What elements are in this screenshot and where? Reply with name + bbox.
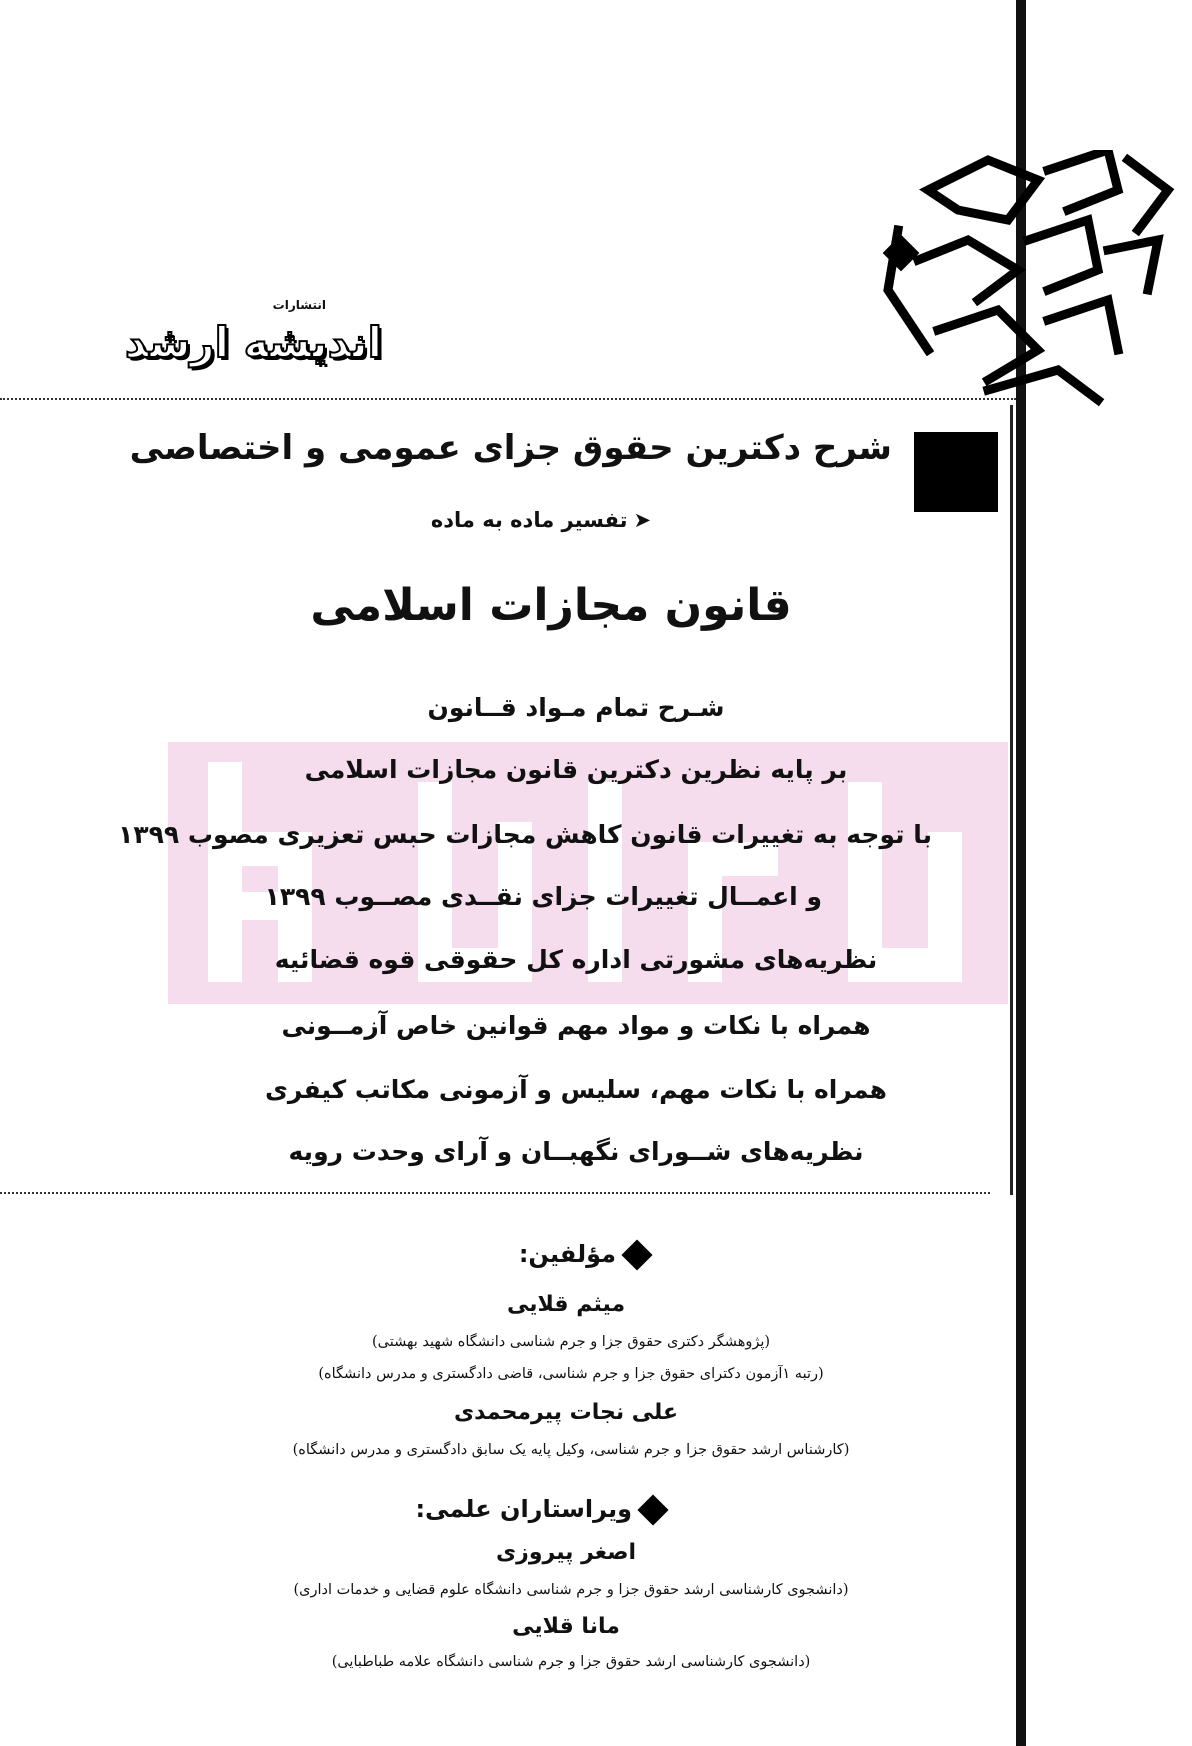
arrow-icon: ➤ (633, 508, 652, 532)
author-name-2: علی نجات پیرمحمدی (453, 1400, 679, 1425)
right-rule (1010, 405, 1013, 1195)
author-desc-1b: (رتبه ۱آزمون دکترای حقوق جزا و جرم شناسی، قاضی دادگستری و مدرس دانشگاه) (318, 1366, 824, 1382)
feature-line-3: با توجه به تغییرات قانون کاهش مجازات حبس تعزیری مصوب ۱۳۹۹ (118, 820, 932, 849)
feature-line-6: همراه با نکات و مواد مهم قوانین خاص آزمــونی (281, 1011, 871, 1040)
publisher-name: اندیشه ارشد (124, 318, 382, 367)
feature-line-7: همراه با نکات مهم، سلیس و آزمونی مکاتب کیفری (264, 1075, 888, 1104)
law-title: قانون مجازات اسلامی (310, 580, 792, 631)
main-title: شرح دکترین حقوق جزای عمومی و اختصاصی (129, 428, 892, 468)
author-name-1: میثم قلایی (506, 1292, 626, 1317)
editors-heading-text: ویراستاران علمی: (415, 1495, 632, 1523)
editor-desc-1: (دانشجوی کارشناسی ارشد حقوق جزا و جرم شناسی دانشگاه علوم قضایی و خدمات اداری) (293, 1582, 849, 1598)
authors-heading-text: مؤلفین: (518, 1240, 616, 1268)
editors-heading (415, 1495, 664, 1523)
sub-title-text: تفسیر ماده به ماده (430, 508, 628, 532)
feature-line-8: نظریه‌های شــورای نگهبــان و آرای وحدت رویه (288, 1137, 864, 1166)
publisher-label-small: انتشارات (272, 298, 326, 312)
diamond-bullet-icon (621, 1239, 652, 1270)
dotted-rule-bottom (0, 1192, 990, 1194)
feature-line-2: بر پایه نظرین دکترین قانون مجازات اسلامی (304, 755, 848, 784)
author-desc-1a: (پژوهشگر دکتری حقوق جزا و جرم شناسی دانشگاه شهید بهشتی) (371, 1334, 771, 1350)
editor-name-2: مانا قلایی (512, 1614, 620, 1639)
feature-line-5: نظریه‌های مشورتی اداره کل حقوقی قوه قضائیه (274, 945, 878, 974)
feature-line-1: شـرح تمام مـواد قــانون (427, 693, 725, 722)
author-desc-2: (کارشناس ارشد حقوق جزا و جرم شناسی، وکیل پایه یک سابق دادگستری و مدرس دانشگاه) (292, 1442, 850, 1458)
calligraphy-emblem (868, 150, 1188, 410)
title-block-square (914, 432, 998, 512)
feature-line-4: و اعمــال تغییرات جزای نقــدی مصــوب ۱۳۹۹ (264, 882, 822, 911)
dotted-rule-top (0, 398, 1016, 400)
diamond-bullet-icon (637, 1494, 668, 1525)
sub-title (400, 508, 682, 532)
editor-name-1: اصغر پیروزی (496, 1540, 636, 1565)
publisher-logo (124, 296, 384, 398)
authors-heading (519, 1240, 648, 1268)
editor-desc-2: (دانشجوی کارشناسی ارشد حقوق جزا و جرم شناسی دانشگاه علامه طباطبایی) (331, 1654, 811, 1670)
